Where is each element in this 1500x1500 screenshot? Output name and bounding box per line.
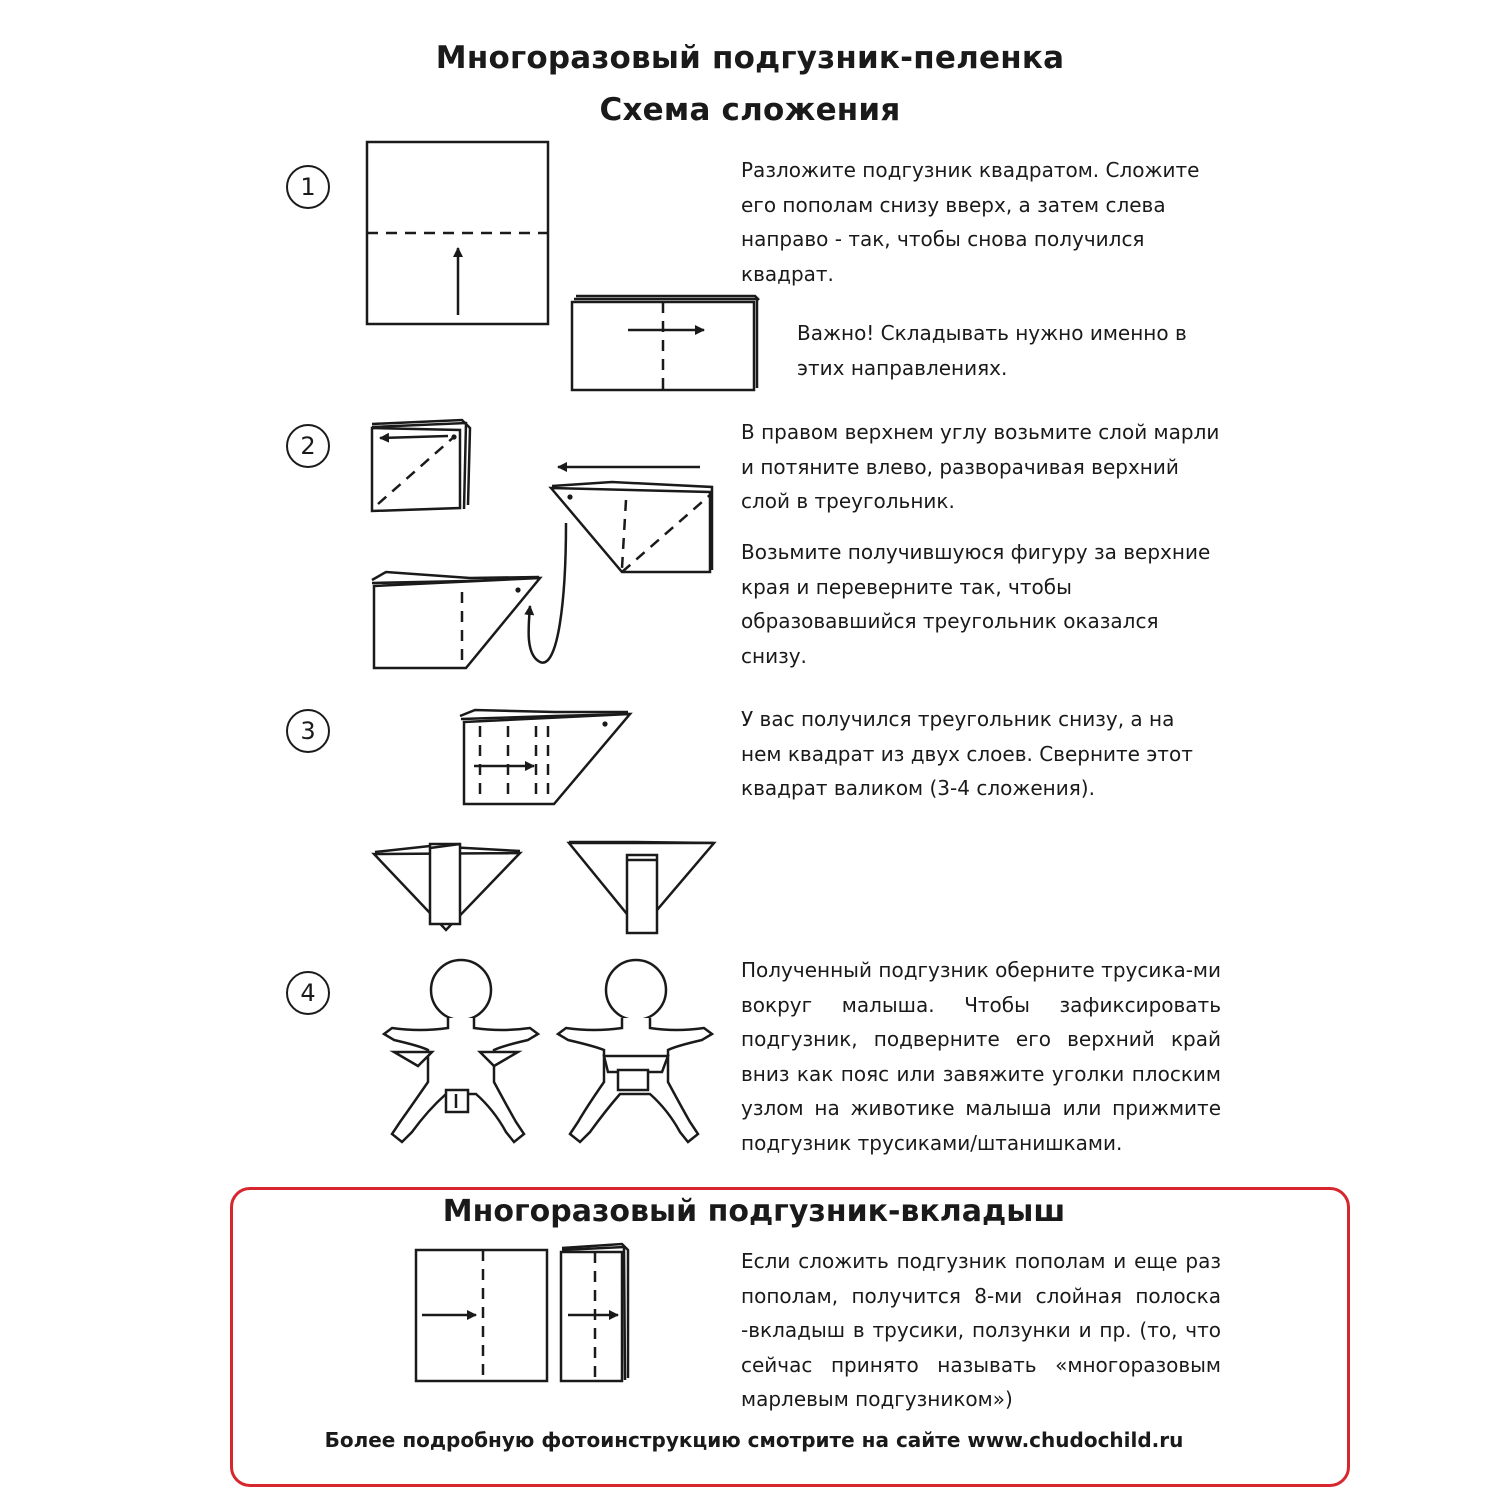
insert-text: Если сложить подгузник пополам и еще раз пополам, получится 8-ми слойная полоска -вкладыш в трусики, ползунки и пр. (то, что сейчас принято называть «многоразовым марлевым подгузником») — [741, 1249, 1221, 1411]
step-1-note: Важно! Складывать нужно именно в этих направлениях. — [797, 321, 1187, 380]
step-2-number: 2 — [286, 424, 330, 468]
baby-right-figure — [558, 960, 712, 1142]
step-2-flipped-shape — [372, 572, 540, 668]
step-4-diagram — [370, 955, 730, 1150]
step-3-diagram — [360, 700, 730, 945]
step-4-text: Полученный подгузник оберните трусика-ми вокруг малыша. Чтобы зафиксировать подгузник, подверните его верхний край вниз как пояс или завяжите уголки плоским узлом на животике малыша или прижмите подгузник трусиками/штанишками. — [741, 958, 1221, 1155]
step-2-flip-arrow — [529, 523, 566, 663]
step-1-square — [367, 142, 548, 324]
step-1-text: Разложите подгузник квадратом. Сложите его пополам снизу вверх, а затем слева направо - так, чтобы снова получился квадрат. — [741, 158, 1200, 286]
insert-square — [416, 1250, 547, 1381]
step-2-booklet — [372, 420, 470, 511]
step-3-rolled-left — [374, 844, 520, 930]
insert-title: Многоразовый подгузник-вкладыш — [442, 1194, 1066, 1229]
page-subtitle: Схема сложения — [599, 92, 901, 128]
baby-left-figure — [384, 960, 538, 1142]
step-1-number: 1 — [286, 165, 330, 209]
step-2-unfold-shape — [551, 482, 712, 572]
step-3-roll-shape — [460, 710, 630, 804]
insert-strip — [561, 1244, 628, 1381]
step-3-number: 3 — [286, 709, 330, 753]
insert-diagram — [410, 1240, 640, 1385]
step-2-text: В правом верхнем углу возьмите слой марли и потяните влево, разворачивая верхний слой в треугольник. — [741, 420, 1220, 513]
step-4-number: 4 — [286, 971, 330, 1015]
page-title: Многоразовый подгузник-пеленка — [435, 40, 1065, 76]
step-2-diagram — [360, 415, 730, 680]
step-1-diagram — [360, 135, 770, 400]
step-2-text-2: Возьмите получившуюся фигуру за верхние края и переверните так, чтобы образовавшийся треугольник оказался снизу. — [741, 540, 1211, 668]
step-3-text: У вас получился треугольник снизу, а на нем квадрат из двух слоев. Сверните этот квадрат валиком (3-4 сложения). — [741, 707, 1193, 800]
footer-website-note: Более подробную фотоинструкцию смотрите на сайте www.chudochild.ru — [324, 1428, 1184, 1452]
step-3-rolled-right — [569, 842, 714, 933]
step-1-folded-rect — [572, 296, 759, 390]
